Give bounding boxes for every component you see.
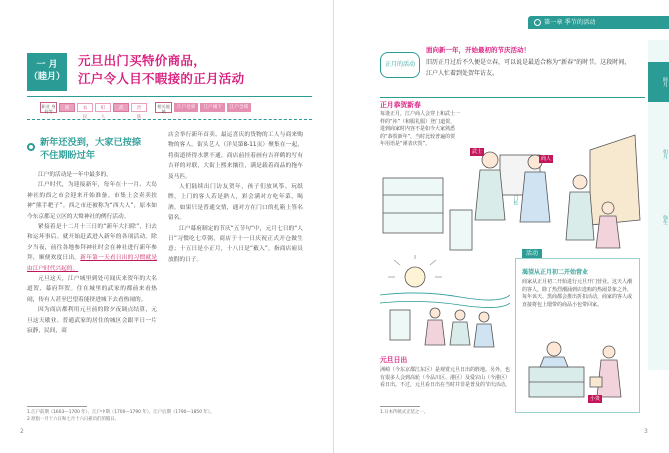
tag-edo-castle-town: 江户城下	[200, 103, 224, 112]
tag-group-label-region: 相关地域	[155, 102, 172, 113]
body-column-1	[27, 170, 157, 337]
label-small-gift: 小贵	[590, 396, 601, 402]
intro-rule	[380, 97, 645, 98]
side-tab-kisaragi[interactable]: 如月	[662, 149, 668, 159]
tag-merchant: 商人	[59, 103, 75, 112]
paragraph: 元旦这天，江户城里到处可闻庆来贺年的大名道贺、幕府拜贺。住在城里的武家的都前来看热闹，传有人甚至巴望着能挤进城下去看热闹的。	[27, 276, 157, 303]
section-text-new-year: 每逢正月，江户商人会穿上和武士一样的“裃”（和服礼服）登门道贺，进到商家时内容不是如今大家熟悉的“恭贺新年”，当时比较普遍的贺年用语是“谨表庆贺”。	[380, 111, 461, 147]
title-line-2: 江户令人目不暇接的正月活动	[78, 71, 245, 86]
section-subtitle: 新年还没到，大家已按捺不住期盼过年	[40, 137, 142, 161]
new-year-visit-illustration	[380, 110, 645, 255]
tag-noble: 贵族	[131, 103, 147, 112]
tag-farmer: 农民	[77, 103, 93, 112]
page-number-right: 3	[644, 428, 648, 435]
footnote-rule	[27, 406, 87, 407]
header-rule	[27, 96, 312, 97]
label-samurai: 武士	[472, 149, 483, 155]
paragraph: 江户幕府制定的节庆“五节句”中，元月七日的“人日”习惯吃七草粥，商店于十一日庆祝正式开仓做生意；十五日是小正月，十八日是“薮入”，指商店雇员放假的日子。	[168, 225, 303, 263]
month-name: 一 月	[36, 60, 58, 70]
activity-label-box: 正月的活动	[380, 52, 420, 78]
paragraph: 店会举行新年首卖、最运喜庆的货物的工人与商来购物的客人。街头艺人（洋吴第8-11页）聚集在一起，将街道挤得水泄不通。商店前挂着画有吉祥鹤的写有吉祥的对联，大街上熙来攘往，满是载着商品的拖车及马匹。	[168, 132, 303, 180]
tag-edo-suburbs: 江户近郊	[174, 103, 198, 112]
section-heading-new-year: 正月恭贺新春	[380, 101, 421, 109]
body-column-2	[168, 130, 303, 265]
sunrise-illustration	[380, 255, 510, 350]
paragraph: 因为商店都利用元旦前的除夕夜调点结算，元旦这天歇业。普通武家的居住的城区会跟平日一片寂静，民间，商	[27, 307, 157, 335]
activity-text: 商家从正月初二开始进行元旦开门营业。这天人潮的客人，除了热烈潮涌到店选购的热闹景象之外，每年该天、黑商都会推出折扣活动，商家的客人或直接将包上缎带的商品小包带回家。	[522, 279, 633, 308]
dashed-rule	[27, 119, 312, 120]
intro-heading: 面向新一年，开始最初的节庆活动！	[426, 46, 530, 54]
tag-group-label-occupation: 职业 身份等	[41, 103, 56, 114]
activity-title: 渴望从正月初二开始营业	[522, 269, 589, 276]
tag-row	[40, 101, 251, 120]
footnotes	[27, 409, 307, 423]
tag-samurai: 武士	[113, 103, 129, 112]
label-pine-decoration: 门松	[512, 195, 519, 205]
paragraph-text: 紧接着是十二月十三日的“新年大扫除”，扫去和运坏事后。就开始赶武进入新年的各项活动。除夕当夜，前往各地参拜神社时会在神社进行新年参拜，顺便欢度日出。	[27, 224, 157, 262]
activity-tag: 活动	[522, 249, 542, 258]
page-number-left: 2	[20, 428, 24, 435]
paragraph: 江户的活动是一年中最多的。	[38, 172, 112, 178]
tag-edo-all: 江户全域	[227, 103, 251, 112]
shop-illustration	[524, 327, 634, 409]
paragraph	[27, 222, 157, 274]
section-heading-sunrise: 元旦日出	[380, 356, 408, 364]
label-merchant: 商人	[541, 156, 552, 162]
month-alt-name: （睦月）	[28, 72, 65, 82]
page-title	[78, 52, 308, 88]
chapter-title: 第一章 季节的活动	[544, 19, 596, 26]
tag-townsman: 町人	[95, 103, 111, 112]
footnote-rule-right	[380, 406, 420, 407]
footnote-2: 2.原指一月十六日和七月十六日雇员们的假日。	[27, 417, 120, 422]
highlighted-sentence: 新年第一天看日出的习惯就是由江户时代兴起的。	[27, 255, 158, 272]
intro-text: 旧历正月过后不久便是立春，可以说是最适合称为“新春”的时节。这段时间，江户人忙着到处贺年访友。	[426, 59, 631, 77]
month-badge	[27, 53, 67, 91]
chapter-header	[528, 16, 669, 29]
chapter-icon	[534, 19, 541, 26]
activity-box	[515, 258, 640, 413]
paragraph: 人们陆续出门访友贺年，孩子们放风筝、玩纸牌，上门的客人若是熟人，彩会满对方吃年菜、喝酒。如果只是普通交情，通对方在门口的扎箱上签名留名。	[168, 184, 303, 222]
section-bullet-icon	[27, 143, 35, 151]
section-text-sunrise: 洲崎（今东京都江东区）是观赏元旦日出的胜地。另外，也有很多人会到高轮（今品川区、港区）及爱宕山（今港区）看日出。不过，元旦看日出在当时并非是普及的节庆活动。	[380, 367, 511, 388]
footnote-right: 1.日本传统式正装之一。	[380, 410, 429, 415]
side-tab-yayoi[interactable]: 弥生	[662, 215, 668, 225]
paragraph: 江户时代，为迎接新年，每年在十一月、大岛神社的酉之市会迎来开始准备。市集上会卖卖扶神“熊手耙子”。西之市还被称为“西大人”，原本如今东京都足立区的大鹫神社的例行活动。	[27, 182, 157, 220]
title-line-1: 元旦出门买特价商品，	[78, 53, 207, 68]
footnote-1: 1.江户前期（1603—1700 年）、江户中期（1700—1790 年）、江户后期（1790—1850 年）。	[27, 410, 215, 415]
side-tab-mutsuki[interactable]: 睦月	[648, 62, 669, 102]
